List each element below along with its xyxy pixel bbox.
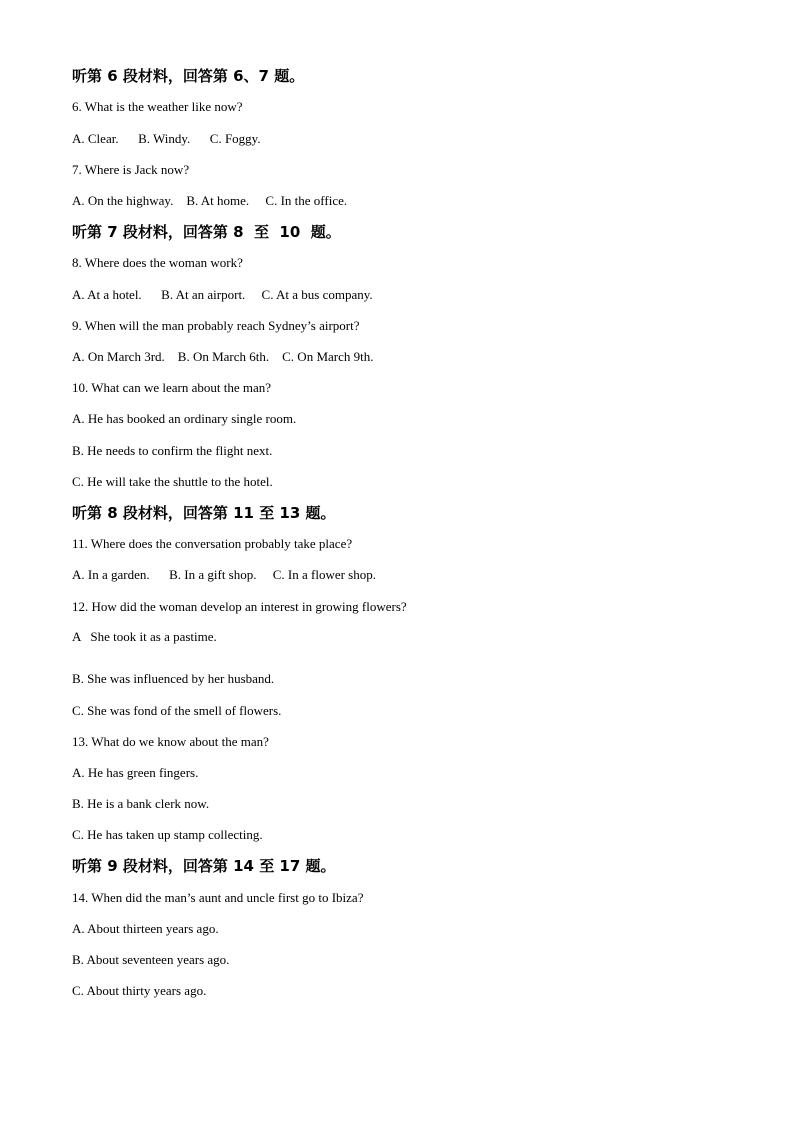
option-14-b: B. About seventeen years ago. xyxy=(72,952,230,967)
question-8: 8. Where does the woman work? xyxy=(72,255,243,270)
option-12-b: B. She was influenced by her husband. xyxy=(72,671,275,686)
section-heading-9: 听第 9 段材料，回答第 14 至 17 题。 xyxy=(72,857,336,875)
question-6: 6. What is the weather like now? xyxy=(72,99,243,114)
option-13-a: A. He has green fingers. xyxy=(72,765,199,780)
question-14: 14. When did the man’s aunt and uncle first go to Ibiza? xyxy=(72,890,364,905)
option-13-b: B. He is a bank clerk now. xyxy=(72,796,210,811)
option-10-b: B. He needs to confirm the flight next. xyxy=(72,443,273,458)
options-8: A. At a hotel. B. At an airport. C. At a bus company. xyxy=(72,287,373,302)
section-heading-8: 听第 8 段材料，回答第 11 至 13 题。 xyxy=(72,504,336,522)
question-13: 13. What do we know about the man? xyxy=(72,734,269,749)
option-14-a: A. About thirteen years ago. xyxy=(72,921,219,936)
options-7: A. On the highway. B. At home. C. In the office. xyxy=(72,193,348,208)
options-11: A. In a garden. B. In a gift shop. C. In a flower shop. xyxy=(72,567,376,582)
option-10-a: A. He has booked an ordinary single room. xyxy=(72,411,297,426)
question-10: 10. What can we learn about the man? xyxy=(72,380,272,395)
question-7: 7. Where is Jack now? xyxy=(72,162,190,177)
question-9: 9. When will the man probably reach Sydney’s airport? xyxy=(72,318,360,333)
option-12-a: A She took it as a pastime. xyxy=(72,629,217,644)
option-13-c: C. He has taken up stamp collecting. xyxy=(72,827,263,842)
section-heading-7: 听第 7 段材料，回答第 8 至 10 题。 xyxy=(72,223,341,241)
question-12: 12. How did the woman develop an interest in growing flowers? xyxy=(72,599,407,614)
option-14-c: C. About thirty years ago. xyxy=(72,983,207,998)
options-9: A. On March 3rd. B. On March 6th. C. On March 9th. xyxy=(72,349,374,364)
question-11: 11. Where does the conversation probably take place? xyxy=(72,536,353,551)
option-12-c: C. She was fond of the smell of flowers. xyxy=(72,703,282,718)
options-6: A. Clear. B. Windy. C. Foggy. xyxy=(72,131,261,146)
option-10-c: C. He will take the shuttle to the hotel. xyxy=(72,474,273,489)
section-heading-6: 听第 6 段材料，回答第 6、7 题。 xyxy=(72,67,305,85)
